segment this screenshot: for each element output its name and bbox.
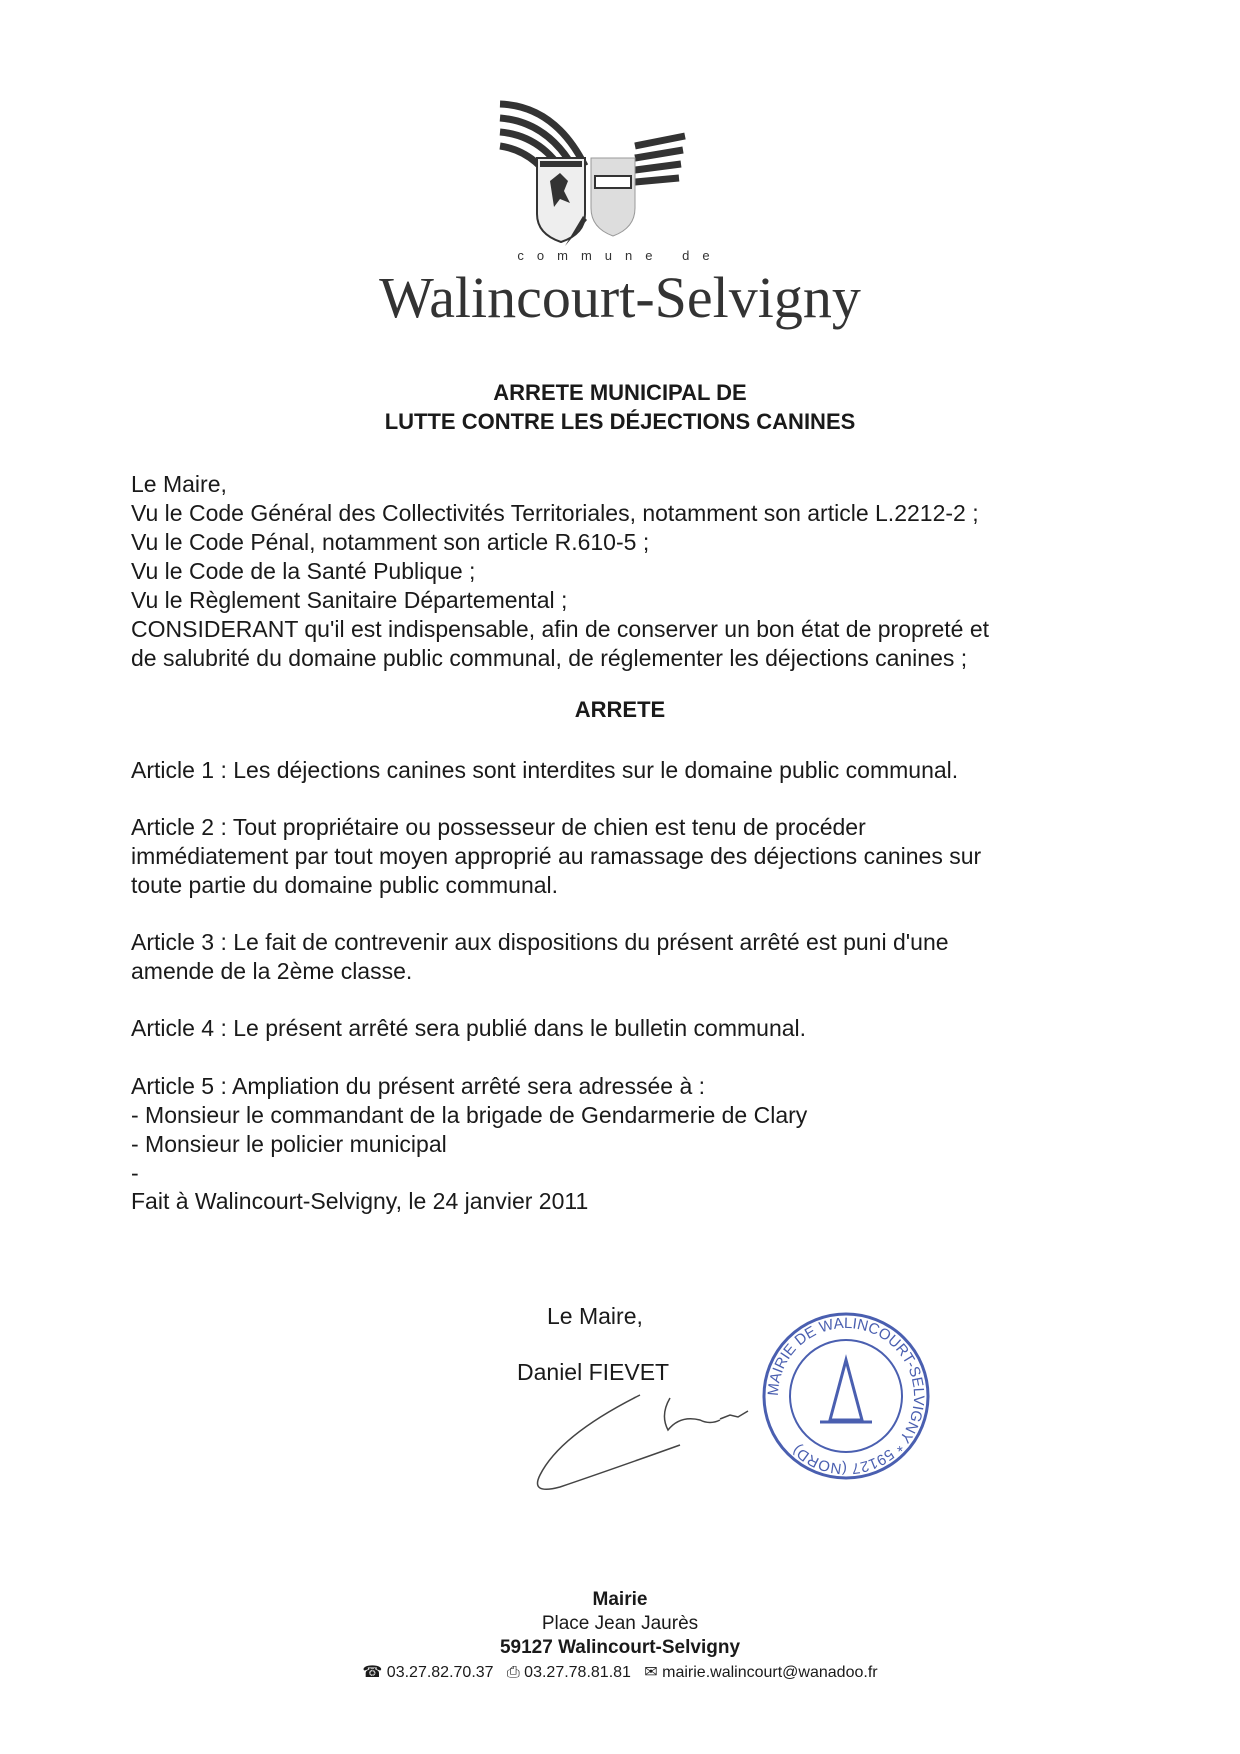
footer-fax: 03.27.78.81.81: [524, 1664, 631, 1681]
decision-heading: ARRETE: [574, 697, 666, 722]
fax-icon: ⎙: [506, 1664, 520, 1681]
footer-street: Place Jean Jaurès: [541, 1613, 699, 1634]
article-3: Article 3 : Le fait de contrevenir aux dispositions du présent arrêté est puni d'une: [131, 929, 949, 955]
article-5: - Monsieur le commandant de la brigade de Gendarmerie de Clary: [131, 1102, 808, 1128]
preamble-line: CONSIDERANT qu'il est indispensable, afin de conserver un bon état de propreté et: [131, 616, 989, 642]
article-1: Article 1 : Les déjections canines sont interdites sur le domaine public communal.: [131, 757, 959, 783]
signature-role: Le Maire,: [547, 1303, 643, 1329]
article-2: immédiatement par tout moyen approprié au ramassage des déjections canines sur: [131, 843, 982, 869]
footer-phone: 03.27.82.70.37: [386, 1664, 494, 1681]
footer-contacts: [0, 1663, 1240, 1682]
coat-of-arms-logo: [495, 96, 695, 246]
official-stamp: [760, 1310, 932, 1482]
handwritten-signature: [520, 1390, 760, 1500]
email-icon: ✉: [644, 1664, 658, 1681]
title-line-1: ARRETE MUNICIPAL DE: [493, 380, 747, 405]
article-3: amende de la 2ème classe.: [131, 958, 413, 984]
preamble-line: Vu le Code de la Santé Publique ;: [131, 558, 476, 584]
preamble-line: de salubrité du domaine public communal, de réglementer les déjections canines ;: [131, 645, 968, 671]
footer-email: mairie.walincourt@wanadoo.fr: [662, 1664, 878, 1681]
done-at: Fait à Walincourt-Selvigny, le 24 janvier 2011: [131, 1188, 589, 1214]
stamp-text: MAIRIE DE WALINCOURT-SELVIGNY * 59127 (NORD): [764, 1314, 928, 1478]
title-line-2: LUTTE CONTRE LES DÉJECTIONS CANINES: [384, 409, 856, 434]
article-4: Article 4 : Le présent arrêté sera publié dans le bulletin communal.: [131, 1015, 807, 1041]
article-5: Article 5 : Ampliation du présent arrêté sera adressée à :: [131, 1073, 706, 1099]
signature-name: Daniel FIEVET: [517, 1359, 670, 1385]
footer-title: Mairie: [592, 1589, 648, 1610]
preamble-line: Vu le Règlement Sanitaire Départemental ;: [131, 587, 568, 613]
preamble-line: Le Maire,: [131, 471, 227, 497]
town-name: Walincourt-Selvigny: [379, 265, 861, 330]
footer-city: 59127 Walincourt-Selvigny: [499, 1637, 741, 1658]
preamble-line: Vu le Code Pénal, notamment son article R.610-5 ;: [131, 529, 650, 555]
phone-icon: ☎: [362, 1664, 383, 1681]
article-5: -: [131, 1160, 139, 1186]
preamble-line: Vu le Code Général des Collectivités Territoriales, notamment son article L.2212-2 ;: [131, 500, 979, 526]
article-5: - Monsieur le policier municipal: [131, 1131, 447, 1157]
article-2: toute partie du domaine public communal.: [131, 872, 559, 898]
article-2: Article 2 : Tout propriétaire ou possesseur de chien est tenu de procéder: [131, 814, 866, 840]
commune-label: commune de: [517, 248, 723, 263]
